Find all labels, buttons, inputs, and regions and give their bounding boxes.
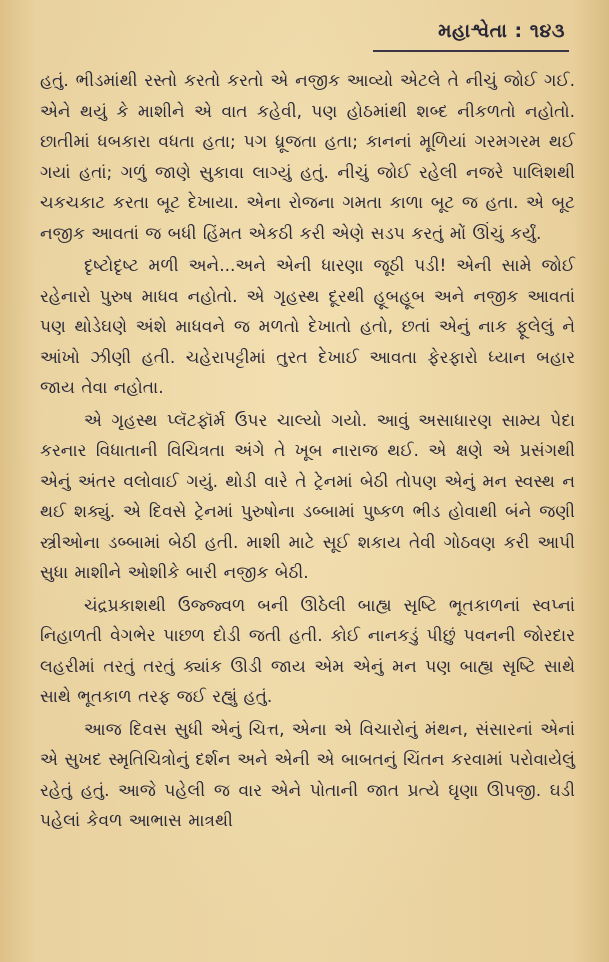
paragraph-4: ચંદ્રપ્રકાશથી ઉજ્જ્વળ બની ઊઠેલી બાહ્ય સૃષ્ટિ ભૂતકાળનાં સ્વપ્નાં નિહાળતી વેગભેર પાછળ દોડી જતી હતી. કોઈ નાનકડું પીછું પવનની જોરદાર લહરીમાં તરતું તરતું ક્યાંક ઊડી જાય એમ એનું મન પણ બાહ્ય સૃષ્ટિ સાથે સાથે ભૂતકાળ તરફ જઈ રહ્યું હતું. (40, 595, 575, 707)
paragraph-1: હતું. ભીડમાંથી રસ્તો કરતો કરતો એ નજીક આવ્યો એટલે તે નીચું જોઈ ગઈ. એને થયું કે માશીને એ વાત કહેવી, પણ હોઠમાંથી શબ્દ નીકળતો નહોતો. છાતીમાં ધબકારા વધતા હતા; પગ ધ્રૂજતા હતા; કાનનાં મૂળિયાં ગરમગરમ થઈ ગયાં હતાં; ગળું જાણે સુકાવા લાગ્યું હતું. નીચું જોઈ રહેલી નજરે પાલિશથી ચકચકાટ કરતા બૂટ દેખાયા. એના રોજના ગમતા કાળા બૂટ જ હતા. એ બૂટ નજીક આવતાં જ બધી હિંમત એકઠી કરી એણે સડપ કરતું મોં ઊંચું કર્યું. (40, 71, 575, 244)
running-head: મહાશ્વેતા : ૧૪૩ (438, 20, 565, 42)
paragraph-3: એ ગૃહસ્થ પ્લૅટફૉર્મ ઉપર ચાલ્યો ગયો. આવું અસાધારણ સામ્ય પેદા કરનાર વિધાતાની વિચિત્રતા અંગે તે ખૂબ નારાજ થઈ. એ ક્ષણે એ પ્રસંગથી એનું અંતર વલોવાઈ ગયું. થોડી વારે તે ટ્રેનમાં બેઠી તોપણ એનું મન સ્વસ્થ ન થઈ શક્યું. એ દિવસે ટ્રેનમાં પુરુષોના ડબ્બામાં પુષ્કળ ભીડ હોવાથી બંને જણી સ્ત્રીઓના ડબ્બામાં બેઠી હતી. માશી માટે સૂઈ શકાય તેવી ગોઠવણ કરી આપી સુધા માશીને ઓશીકે બારી નજીક બેઠી. (40, 410, 575, 583)
page-body (40, 66, 575, 837)
paragraph-2: દૃષ્ટોદૃષ્ટ મળી અને...અને એની ધારણા જૂઠી પડી! એની સામે જોઈ રહેનારો પુરુષ માધવ નહોતો. એ ગૃહસ્થ દૂરથી હૂબહૂબ અને નજીક આવતાં પણ થોડેઘણે અંશે માધવને જ મળતો દેખાતો હતો, છતાં એનું નાક ફૂલેલું ને આંખો ઝીણી હતી. ચહેરાપટ્ટીમાં તુરત દેખાઈ આવતા ફેરફારો ધ્યાન બહાર જાય તેવા નહોતા. (40, 256, 575, 398)
paragraph-5: આજ દિવસ સુધી એનું ચિત્ત, એના એ વિચારોનું મંથન, સંસારનાં એનાં એ સુખદ સ્મૃતિચિત્રોનું દર્શન અને એની એ બાબતનું ચિંતન કરવામાં પરોવાયેલું રહેતું હતું. આજે પહેલી જ વાર એને પોતાની જાત પ્રત્યે ઘૃણા ઊપજી. ઘડી પહેલાં કેવળ આભાસ માત્રથી (40, 719, 575, 831)
header-rule (373, 50, 569, 52)
